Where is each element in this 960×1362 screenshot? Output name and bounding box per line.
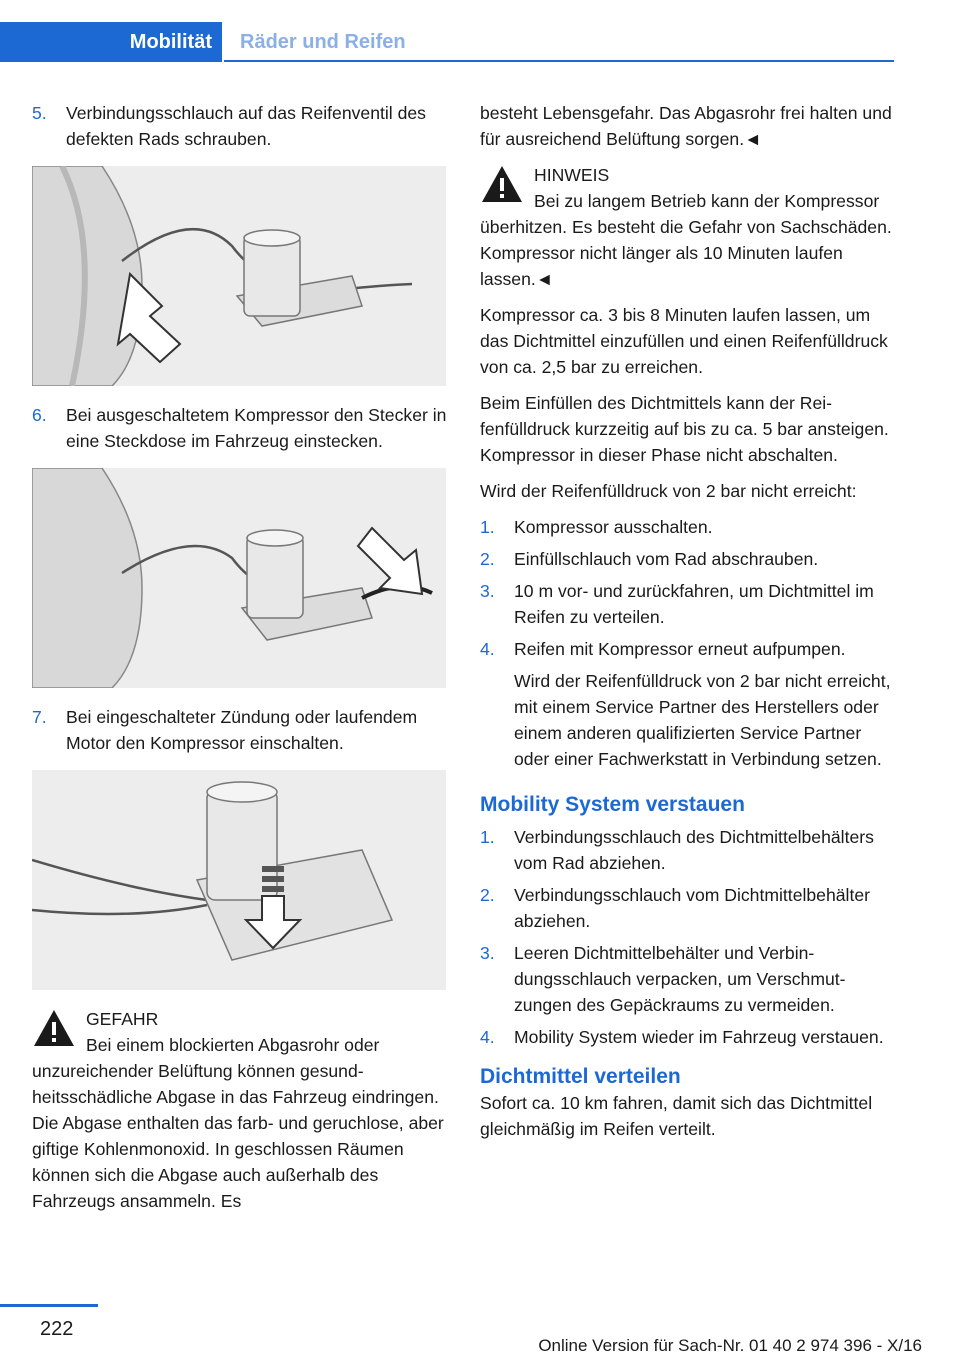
paragraph: Beim Einfüllen des Dichtmittels kann der Reifenfülldruck kurzzeitig auf bis zu ca. 5 bar ansteigen. Kompressor in dieser Phase nicht abschalten. [480,393,889,465]
notice [480,162,892,292]
step-text: Verbindungsschlauch auf das Reifenventil des defekten Rads schrauben. [66,103,426,149]
list-number: 4. [480,639,495,659]
warning-triangle-icon [32,1008,76,1048]
step-text: Bei eingeschalteter Zündung oder laufendem Motor den Kompressor einschalten. [66,707,418,753]
list-text: Verbindungsschlauch vom Dichtmittelbehälter abziehen. [514,885,870,931]
notice-text: Bei zu langem Betrieb kann der Kompressor überhitzen. Es besteht die Gefahr von Sachschäden. Kompressor nicht länger als 10 Minuten laufen lassen.◄ [480,191,892,289]
list-text: Reifen mit Kompressor erneut aufpumpen. [514,639,846,659]
header-divider [224,60,894,62]
figure-switch-on [32,770,446,990]
list-number: 3. [480,581,495,601]
list-number: 1. [480,827,495,847]
list-item [480,882,892,934]
list-item [480,636,892,662]
step-number: 5. [32,103,47,123]
warning-danger [32,1006,448,1214]
list-number: 2. [480,885,495,905]
list-number: 4. [480,1027,495,1047]
list-item [480,1024,892,1050]
section-heading: Dichtmittel verteilen [480,1065,681,1088]
footer-divider [0,1304,98,1307]
right-column [480,100,892,1152]
warning-triangle-icon [480,164,524,204]
list-item [480,824,892,876]
paragraph: Wird der Reifenfülldruck von 2 bar nicht erreicht: [480,481,857,501]
list-number: 1. [480,517,495,537]
step-5 [32,100,448,152]
section-heading: Mobility System verstauen [480,793,745,816]
paragraph: Kompressor ca. 3 bis 8 Minuten laufen lassen, um das Dichtmittel einzufüllen und einen Reifenfülldruck von ca. 2,5 bar zu erreichen. [480,305,888,377]
warning-text: Bei einem blockierten Abgasrohr oder unzureichender Belüftung können gesundheitsschädliche Abgase in das Fahrzeug eindringen. Die Abgase enthalten das farb- und geruchlose, aber giftige Kohlenmonoxid. In geschlossen Räumen können sich die Abgase auch außerhalb des Fahrzeugs ansammeln. Es [32,1035,444,1211]
figure-plug-socket [32,468,446,688]
step-text: Bei ausgeschaltetem Kompressor den Stecker in eine Steckdose im Fahrzeug einstecken. [66,405,447,451]
list-number: 2. [480,549,495,569]
step-number: 6. [32,405,47,425]
list-text: Einfüllschlauch vom Rad abschrauben. [514,549,819,569]
left-column [32,100,448,1214]
online-version-note: Online Version für Sach-Nr. 01 40 2 974 396 - X/16 [538,1336,922,1355]
page-number: 222 [40,1318,74,1340]
header [0,0,960,64]
warning-continuation: besteht Lebensgefahr. Das Abgasrohr frei halten und für ausreichend Belüftung sorgen.◄ [480,103,892,149]
figure-hose-to-valve [32,166,446,386]
list-text: Verbindungsschlauch des Dichtmittelbehälters vom Rad abziehen. [514,827,874,873]
step-number: 7. [32,707,47,727]
step-7 [32,704,448,756]
notice-title: HINWEIS [534,165,610,185]
tab-raeder-und-reifen[interactable]: Räder und Reifen [240,30,406,53]
tab-mobilitaet[interactable]: Mobilität [0,22,222,62]
list-item [480,578,892,630]
list-text: Mobility System wieder im Fahrzeug verstauen. [514,1027,884,1047]
list-text: Kompressor ausschalten. [514,517,713,537]
list-text: 10 m vor- und zurückfahren, um Dichtmittel im Reifen zu verteilen. [514,581,874,627]
list-item [480,940,892,1018]
warning-title: GEFAHR [86,1009,159,1029]
step-6 [32,402,448,454]
list-item [480,514,892,540]
list-text: Leeren Dichtmittelbehälter und Verbindungsschlauch verpacken, um Verschmutzungen des Gepäckraums zu vermeiden. [514,943,846,1015]
list-sub-paragraph: Wird der Reifenfülldruck von 2 bar nicht erreicht, mit einem Service Partner des Herstellers oder einem anderen qualifizierten Service Partner oder einer Fachwerkstatt in Verbindung setzen. [514,671,891,769]
list-item [480,546,892,572]
list-number: 3. [480,943,495,963]
paragraph: Sofort ca. 10 km fahren, damit sich das Dichtmittel gleichmäßig im Reifen verteilt. [480,1093,873,1139]
